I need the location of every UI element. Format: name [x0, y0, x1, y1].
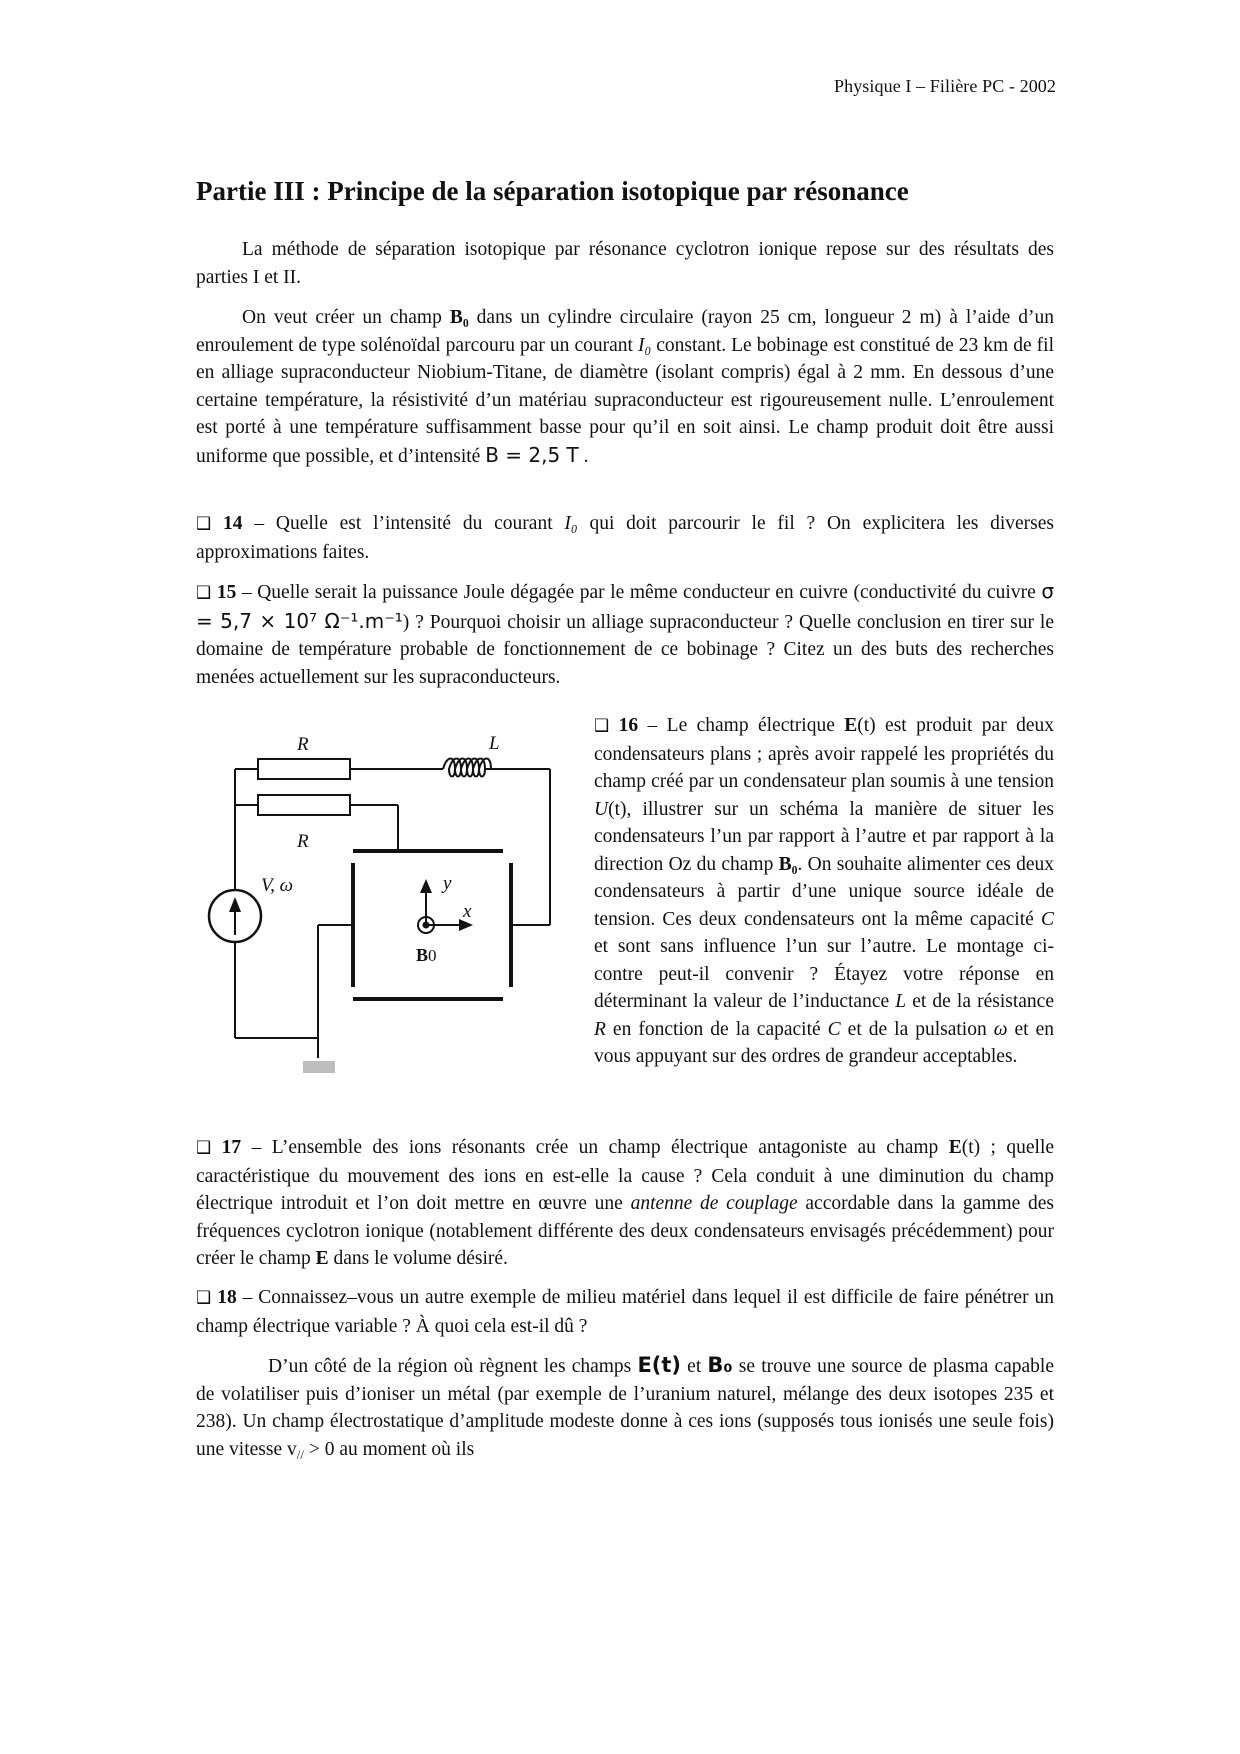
checkbox-icon: ❑ [196, 514, 212, 534]
inductor-coil [443, 759, 491, 777]
field-intensity-formula: B = 2,5 T [485, 442, 579, 467]
question-15: ❑ 15 – Quelle serait la puissance Joule dégagée par le même conducteur en cuivre (conductivité du cuivre σ = 5,7 × 10⁷ Ω⁻¹.m⁻¹) ? Pourquoi choisir un alliage supraconducteur ? Quelle conclusion en tirer sur le domaine de température probable de fonctionnement de ce bobinage ? Citez un des buts des recherches menées actuellement sur les supraconducteurs. [196, 579, 1055, 688]
source-arrow-icon [229, 897, 241, 912]
checkbox-icon: ❑ [196, 583, 212, 603]
label-r-bottom: R [297, 831, 309, 852]
label-r-top: R [297, 735, 309, 755]
section-title: Partie III : Principe de la séparation isotopique par résonance [196, 176, 909, 206]
checkbox-icon: ❑ [196, 1138, 212, 1158]
running-header: Physique I – Filière PC - 2002 [834, 76, 1056, 96]
circuit-diagram [205, 735, 565, 1095]
label-b0: B0 [416, 945, 437, 965]
label-l: L [489, 735, 500, 754]
ground-icon [303, 1061, 335, 1073]
checkbox-icon: ❑ [196, 1288, 212, 1308]
b0-dot [423, 922, 430, 929]
question-16: ❑ 16 – Le champ électrique E(t) est produit par deux condensateurs plans ; après avoir rappelé les propriétés du champ créé par un condensateur plan soumis à une tension U(t), illustrer sur un schéma la manière de situer les condensateurs l’un par rapport à l’autre et par rapport à la direction Oz du champ B₀. On souhaite alimenter ces deux condensateurs à partir d’une unique source idéale de tension. Ces deux condensateurs ont la même capacité C et sont sans influence l’un sur l’autre. Le montage ci-contre peut-il convenir ? Étayez votre réponse en déterminant la valeur de l’inductance L et de la résistance R en fonction de la capacité C et de la pulsation ω et en vous appuyant sur des ordres de grandeur acceptables. [594, 715, 1055, 1067]
intro-paragraph-2: On veut créer un champ B₀ dans un cylindre circulaire (rayon 25 cm, longueur 2 m) à l’aide d’un enroulement de type solénoïdal parcouru par un courant I₀ constant. Le bobinage est constitué de 23 km de fil en alliage supraconducteur Niobium-Titane, de diamètre (isolant compris) égal à 2 mm. En dessous d’une certaine température, la résistivité d’un matériau supraconducteur est rigoureusement nulle. L’enroulement est porté à une température suffisamment basse pour qu’il en soit ainsi. Le champ produit doit être aussi uniforme que possible, et d’intensité B = 2,5 T . [196, 307, 1054, 467]
label-y: y [443, 873, 452, 894]
question-18: ❑ 18 – Connaissez–vous un autre exemple de milieu matériel dans lequel il est difficile de faire pénétrer un champ électrique variable ? À quoi cela est-il dû ? [196, 1287, 1055, 1337]
question-14: ❑ 14 – Quelle est l’intensité du courant I₀ qui doit parcourir le fil ? On explicitera les diverses approximations faites. [196, 513, 1055, 563]
resistor-bottom [258, 795, 350, 815]
checkbox-icon: ❑ [594, 716, 610, 736]
closing-paragraph: D’un côté de la région où règnent les champs E(t) et B₀ se trouve une source de plasma capable de volatiliser puis d’ioniser un métal (par exemple de l’uranium naturel, mélange des deux isotopes 235 et 238). Un champ électrostatique d’amplitude modeste donne à ces ions (supposés tous ionisés une seule fois) une vitesse $v_{//} > 0$ au moment où ils [196, 1353, 1054, 1462]
intro-paragraph-1: La méthode de séparation isotopique par résonance cyclotron ionique repose sur des résultats des parties I et II. [196, 239, 1054, 288]
label-x: x [463, 901, 472, 922]
conductivity-formula: σ = 5,7 × 10⁷ Ω⁻¹.m⁻¹ [196, 579, 1055, 633]
b0-symbol: B₀ [707, 1353, 733, 1377]
label-source: V, ω [261, 875, 294, 896]
resistor-top [258, 759, 350, 779]
e-field-symbol: E(t) [637, 1353, 682, 1377]
y-arrow-icon [420, 879, 432, 893]
question-17: ❑ 17 – L’ensemble des ions résonants crée un champ électrique antagoniste au champ E(t) ; quelle caractéristique du mouvement des ions en est-elle la cause ? Cela conduit à une diminution du champ électrique introduit et l’on doit mettre en œuvre une antenne de couplage accordable dans la gamme des fréquences cyclotron ionique (notablement différente des deux condensateurs envisagés précédemment) pour créer le champ E dans le volume désiré. [196, 1137, 1055, 1269]
